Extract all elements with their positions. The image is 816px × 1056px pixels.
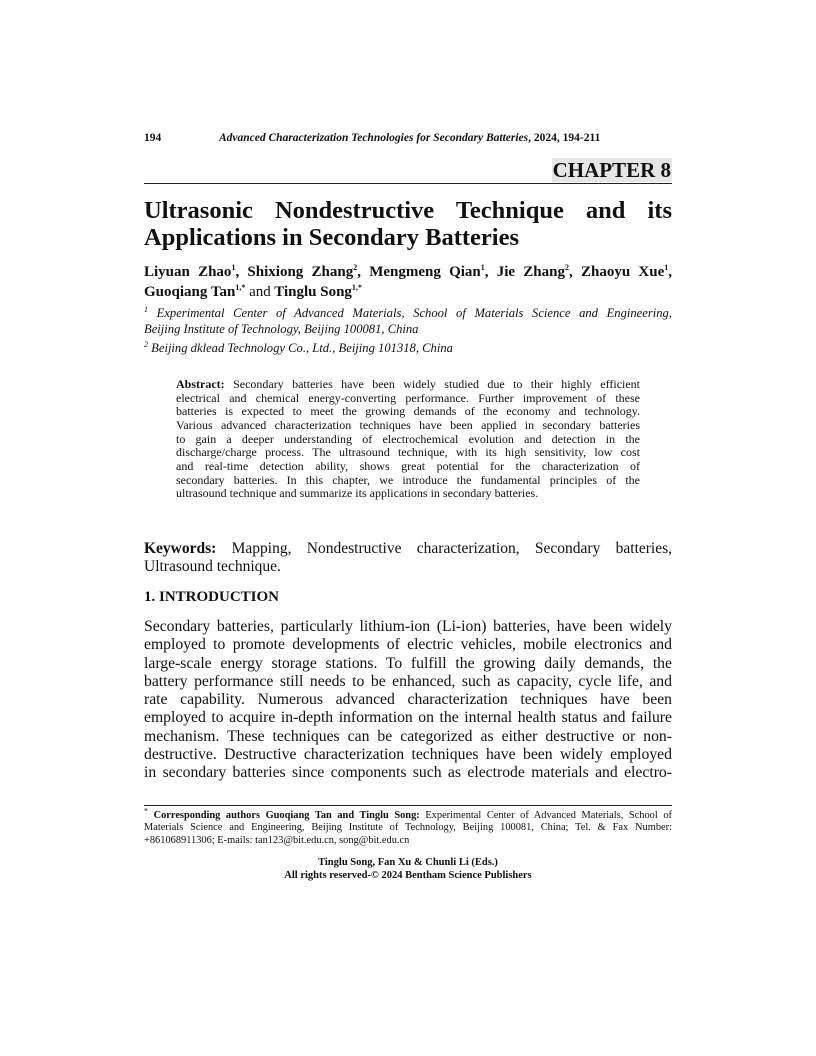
author-sup: 2 xyxy=(565,263,569,272)
author-sup: 1,* xyxy=(235,283,246,292)
body-line: rate capability. Numerous advanced characterization techniques have been xyxy=(144,691,672,709)
abstract-text: Secondary batteries have been widely studied due to their highly efficient xyxy=(233,377,641,391)
affiliation-1 xyxy=(144,305,672,337)
abstract-text: and real-time detection ability, shows great potential for the characterization of xyxy=(176,458,640,473)
author-name: Jie Zhang xyxy=(496,264,565,280)
author-name: Zhaoyu Xue xyxy=(580,264,665,280)
author-name: Liyuan Zhao xyxy=(144,264,232,280)
footnote-line: Experimental Center of Advanced Materials, School of xyxy=(425,810,672,821)
abstract-line xyxy=(176,446,640,460)
footnote-rule xyxy=(144,805,672,806)
author-sup: 1 xyxy=(664,263,669,272)
body-line: mechanism. These techniques can be categorized as either destructive or non- xyxy=(144,727,672,745)
section-heading: 1. INTRODUCTION xyxy=(144,589,280,605)
body-line: destructive. Destructive characterization techniques have been widely employed xyxy=(144,746,672,764)
footnote-sup: * xyxy=(144,806,148,816)
affiliation-line: Beijing Institute of Technology, Beijing 100081, China xyxy=(144,322,419,336)
keywords-line: Mapping, Nondestructive characterization, Secondary batteries, xyxy=(231,540,673,557)
keywords-label: Keywords: xyxy=(144,540,217,557)
abstract-text: batteries is expected to meet the growing demands of the economy and technology. xyxy=(176,404,640,419)
affiliation-sup: 1 xyxy=(144,304,148,314)
author-sup: 1,* xyxy=(351,283,362,292)
abstract-text: electrical and chemical energy-converting performance. Further improvement of these xyxy=(176,390,640,405)
abstract-text: Various advanced characterization techniques have been applied in secondary batteries xyxy=(176,417,640,432)
copyright-line: All rights reserved-© 2024 Bentham Science Publishers xyxy=(284,870,532,881)
header-rule xyxy=(144,183,672,184)
footnote-line: +861068911306; E-mails: tan123@bit.edu.cn, song@bit.edu.cn xyxy=(144,834,410,846)
author-list xyxy=(144,262,672,302)
body-line: employed to acquire in-depth information on the internal health status and failure xyxy=(144,709,672,727)
title-line: Ultrasonic Nondestructive Technique and its xyxy=(144,197,672,224)
authors-line-1: Liyuan Zhao$^1$, Shixiong Zhang$^2$, Mengmeng Qian$^1$, Jie Zhang$^2$, Zhaoyu Xue$^1$, xyxy=(144,263,672,280)
abstract-line xyxy=(176,392,640,406)
abstract-text: to gain a deeper understanding of electrochemical evolution and detection in the xyxy=(176,431,640,446)
chapter-title xyxy=(144,197,672,251)
affiliation-line: Experimental Center of Advanced Materials, School of Materials Science and Engineering, xyxy=(156,306,672,320)
abstract-line xyxy=(176,433,640,447)
abstract-line xyxy=(176,474,640,488)
author-name: Guoqiang Tan xyxy=(144,284,236,300)
journal-title xyxy=(219,131,600,145)
keywords xyxy=(144,540,672,576)
chapter-number: CHAPTER 8 xyxy=(552,158,671,182)
abstract-text: discharge/charge process. The ultrasound technique, with its high sensitivity, low cost xyxy=(176,445,640,460)
affiliation-sup: 2 xyxy=(144,339,148,349)
footnote-line: Materials Science and Engineering, Beijing Institute of Technology, Beijing 100081, China; Tel. & Fax Number: xyxy=(144,822,672,834)
author-name: Mengmeng Qian xyxy=(369,264,481,280)
body-line: Secondary batteries, particularly lithium-ion (Li-ion) batteries, have been widely xyxy=(144,618,672,635)
affiliation-2 xyxy=(144,340,672,356)
editors-line: Tinglu Song, Fan Xu & Chunli Li (Eds.) xyxy=(318,857,498,868)
abstract-line xyxy=(176,405,640,419)
page-number: 194 xyxy=(144,132,162,144)
chapter-label xyxy=(144,158,672,185)
editors-notice xyxy=(144,856,672,882)
footnote-label: Corresponding authors Guoqiang Tan and Tinglu Song: xyxy=(153,810,420,821)
running-header xyxy=(144,131,672,145)
author-sup: 1 xyxy=(231,263,236,272)
abstract-line xyxy=(176,419,640,433)
affiliation-line: Beijing dklead Technology Co., Ltd., Beijing 101318, China xyxy=(151,341,453,355)
abstract-line xyxy=(176,378,640,392)
body-text xyxy=(144,618,672,783)
journal-name: Advanced Characterization Technologies for Secondary Batteries xyxy=(219,132,529,144)
author-name: Tinglu Song xyxy=(274,284,352,300)
footnote xyxy=(144,806,672,847)
abstract-line xyxy=(176,460,640,474)
abstract-label: Abstract: xyxy=(176,377,225,391)
body-line: battery performance still needs to be enhanced, such as capacity, cycle life, and xyxy=(144,672,672,690)
body-line: in secondary batteries since components such as electrode materials and electro- xyxy=(144,764,672,782)
author-and: and xyxy=(249,284,271,300)
abstract-line xyxy=(176,487,640,501)
journal-volume: , 2024, 194-211 xyxy=(528,132,601,144)
title-line: Applications in Secondary Batteries xyxy=(144,224,519,251)
abstract-text: ultrasound technique and summarize its applications in secondary batteries. xyxy=(176,486,539,501)
abstract-text: secondary batteries. In this chapter, we introduce the fundamental principles of the xyxy=(176,472,640,487)
author-sup: 2 xyxy=(353,263,358,272)
abstract xyxy=(176,378,640,501)
keywords-line: Ultrasound technique. xyxy=(144,558,281,575)
body-line: employed to promote developments of electric vehicles, mobile electronics and xyxy=(144,636,672,654)
author-sup: 1 xyxy=(480,263,485,272)
authors-line-2 xyxy=(144,282,672,302)
author-name: Shixiong Zhang xyxy=(247,264,354,280)
body-line: large-scale energy storage stations. To fulfill the growing daily demands, the xyxy=(144,654,672,672)
